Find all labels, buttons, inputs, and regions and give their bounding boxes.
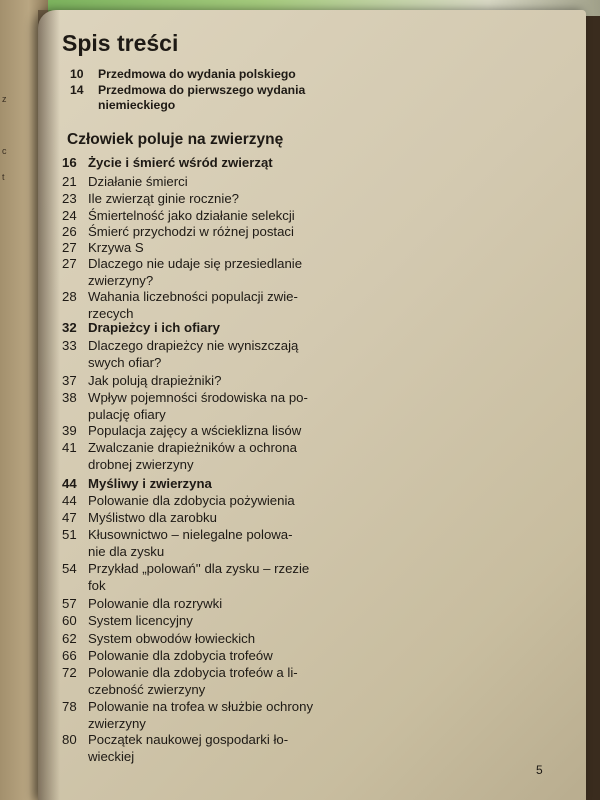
toc-entry-text: Polowanie dla zdobycia trofeów (88, 648, 273, 663)
toc-entry (62, 289, 352, 322)
toc-entry-text: Dlaczego nie udaje się przesiedlanie (88, 256, 303, 271)
toc-entry (62, 476, 352, 493)
toc-entry-page: 44 (62, 493, 77, 508)
toc-entry-text: Krzywa S (88, 240, 144, 255)
toc-entry-text-continued: nie dla zysku (88, 543, 165, 559)
toc-entry (70, 67, 370, 82)
toc-entry (62, 174, 352, 191)
toc-entry (62, 561, 352, 594)
toc-entry (62, 208, 352, 225)
toc-entry-page: 78 (62, 699, 77, 714)
toc-entry-text: Śmierć przychodzi w różnej postaci (88, 224, 294, 239)
toc-entry-text: Polowanie dla rozrywki (88, 596, 223, 611)
toc-entry (62, 155, 352, 172)
toc-entry-text: Drapieżcy i ich ofiary (88, 320, 220, 335)
section-title: Człowiek poluje na zwierzynę (67, 131, 284, 148)
toc-entry (62, 699, 352, 732)
toc-entry-page: 47 (62, 510, 77, 525)
toc-entry-page: 14 (70, 83, 84, 97)
toc-entry (62, 423, 352, 440)
toc-entry-page: 72 (62, 665, 77, 680)
toc-entry-text: Myśliwy i zwierzyna (88, 476, 212, 491)
toc-entry-text: System licencyjny (88, 613, 193, 628)
toc-entry-text: Przedmowa do pierwszego wydania (98, 83, 306, 97)
toc-entry-text: Działanie śmierci (88, 174, 188, 189)
toc-entry-text-continued: niemieckiego (98, 98, 176, 112)
toc-entry-text: Jak polują drapieżniki? (88, 373, 222, 388)
toc-entry-page: 54 (62, 561, 77, 576)
toc-entry (62, 665, 352, 698)
toc-entry-text-continued: fok (88, 577, 106, 593)
toc-entry-text-continued: rzecych (88, 305, 134, 321)
toc-entry (62, 493, 352, 510)
toc-entry-page: 23 (62, 191, 77, 206)
toc-entry (62, 338, 352, 371)
toc-entry-page: 44 (62, 476, 77, 491)
toc-entry-text: Polowanie dla zdobycia trofeów a li- (88, 665, 298, 680)
left-page-mark: z (2, 94, 7, 104)
toc-entry-page: 10 (70, 67, 84, 81)
left-page-mark: c (2, 146, 7, 156)
toc-entry (62, 631, 352, 648)
toc-entry (62, 510, 352, 527)
left-page-mark: t (2, 172, 5, 182)
toc-entry-page: 38 (62, 390, 77, 405)
toc-entry (62, 613, 352, 630)
toc-entry-page: 41 (62, 440, 77, 455)
toc-entry-text: Wahania liczebności populacji zwie- (88, 289, 298, 304)
toc-entry (62, 373, 352, 390)
toc-entry-page: 24 (62, 208, 77, 223)
toc-entry-page: 27 (62, 256, 77, 271)
toc-entry-text: Życie i śmierć wśród zwierząt (88, 155, 273, 170)
toc-entry-text: Populacja zajęcy a wścieklizna lisów (88, 423, 302, 438)
toc-entry-page: 28 (62, 289, 77, 304)
toc-entry-page: 26 (62, 224, 77, 239)
toc-entry (62, 732, 352, 765)
toc-entry (70, 83, 370, 113)
toc-entry-page: 16 (62, 155, 77, 170)
toc-entry (62, 240, 352, 257)
toc-entry (62, 224, 352, 241)
toc-entry (62, 390, 352, 423)
toc-entry-text: Przedmowa do wydania polskiego (98, 67, 296, 81)
book-spine-shadow (38, 10, 60, 800)
toc-entry-text: Przykład „polowań'' dla zysku – rzezie (88, 561, 310, 576)
toc-entry (62, 256, 352, 289)
page-number: 5 (536, 763, 543, 777)
toc-entry-text: Początek naukowej gospodarki ło- (88, 732, 289, 747)
toc-entry-text: Polowanie na trofea w służbie ochrony (88, 699, 314, 714)
toc-entry (62, 648, 352, 665)
toc-entry (62, 191, 352, 208)
toc-entry-page: 39 (62, 423, 77, 438)
toc-entry-text: Dlaczego drapieżcy nie wyniszczają (88, 338, 299, 353)
toc-entry-page: 60 (62, 613, 77, 628)
toc-entry-text: Polowanie dla zdobycia pożywienia (88, 493, 295, 508)
toc-entry-text: Kłusownictwo – nielegalne polowa- (88, 527, 293, 542)
toc-entry-text: Śmiertelność jako działanie selekcji (88, 208, 295, 223)
toc-entry-text-continued: pulację ofiary (88, 406, 166, 422)
toc-entry-page: 62 (62, 631, 77, 646)
toc-entry-page: 57 (62, 596, 77, 611)
toc-entry-text: Ile zwierząt ginie rocznie? (88, 191, 239, 206)
toc-entry-page: 27 (62, 240, 77, 255)
toc-entry-text-continued: wieckiej (88, 748, 135, 764)
page-title: Spis treści (62, 30, 179, 56)
toc-entry-text-continued: zwierzyny? (88, 272, 154, 288)
toc-entry (62, 440, 352, 473)
toc-entry-page: 32 (62, 320, 77, 335)
toc-entry (62, 527, 352, 560)
toc-entry-page: 80 (62, 732, 77, 747)
toc-entry-text-continued: czebność zwierzyny (88, 681, 206, 697)
toc-entry-text-continued: zwierzyny (88, 715, 146, 731)
toc-entry (62, 320, 352, 337)
toc-entry-text: System obwodów łowieckich (88, 631, 256, 646)
toc-entry-text: Zwalczanie drapieżników a ochrona (88, 440, 297, 455)
toc-entry-page: 33 (62, 338, 77, 353)
toc-entry-page: 66 (62, 648, 77, 663)
toc-entry-text-continued: drobnej zwierzyny (88, 456, 194, 472)
toc-entry-text-continued: swych ofiar? (88, 354, 162, 370)
toc-entry-text: Myślistwo dla zarobku (88, 510, 217, 525)
toc-entry (62, 596, 352, 613)
toc-entry-page: 37 (62, 373, 77, 388)
toc-entry-text: Wpływ pojemności środowiska na po- (88, 390, 308, 405)
toc-entry-page: 51 (62, 527, 77, 542)
toc-entry-page: 21 (62, 174, 77, 189)
